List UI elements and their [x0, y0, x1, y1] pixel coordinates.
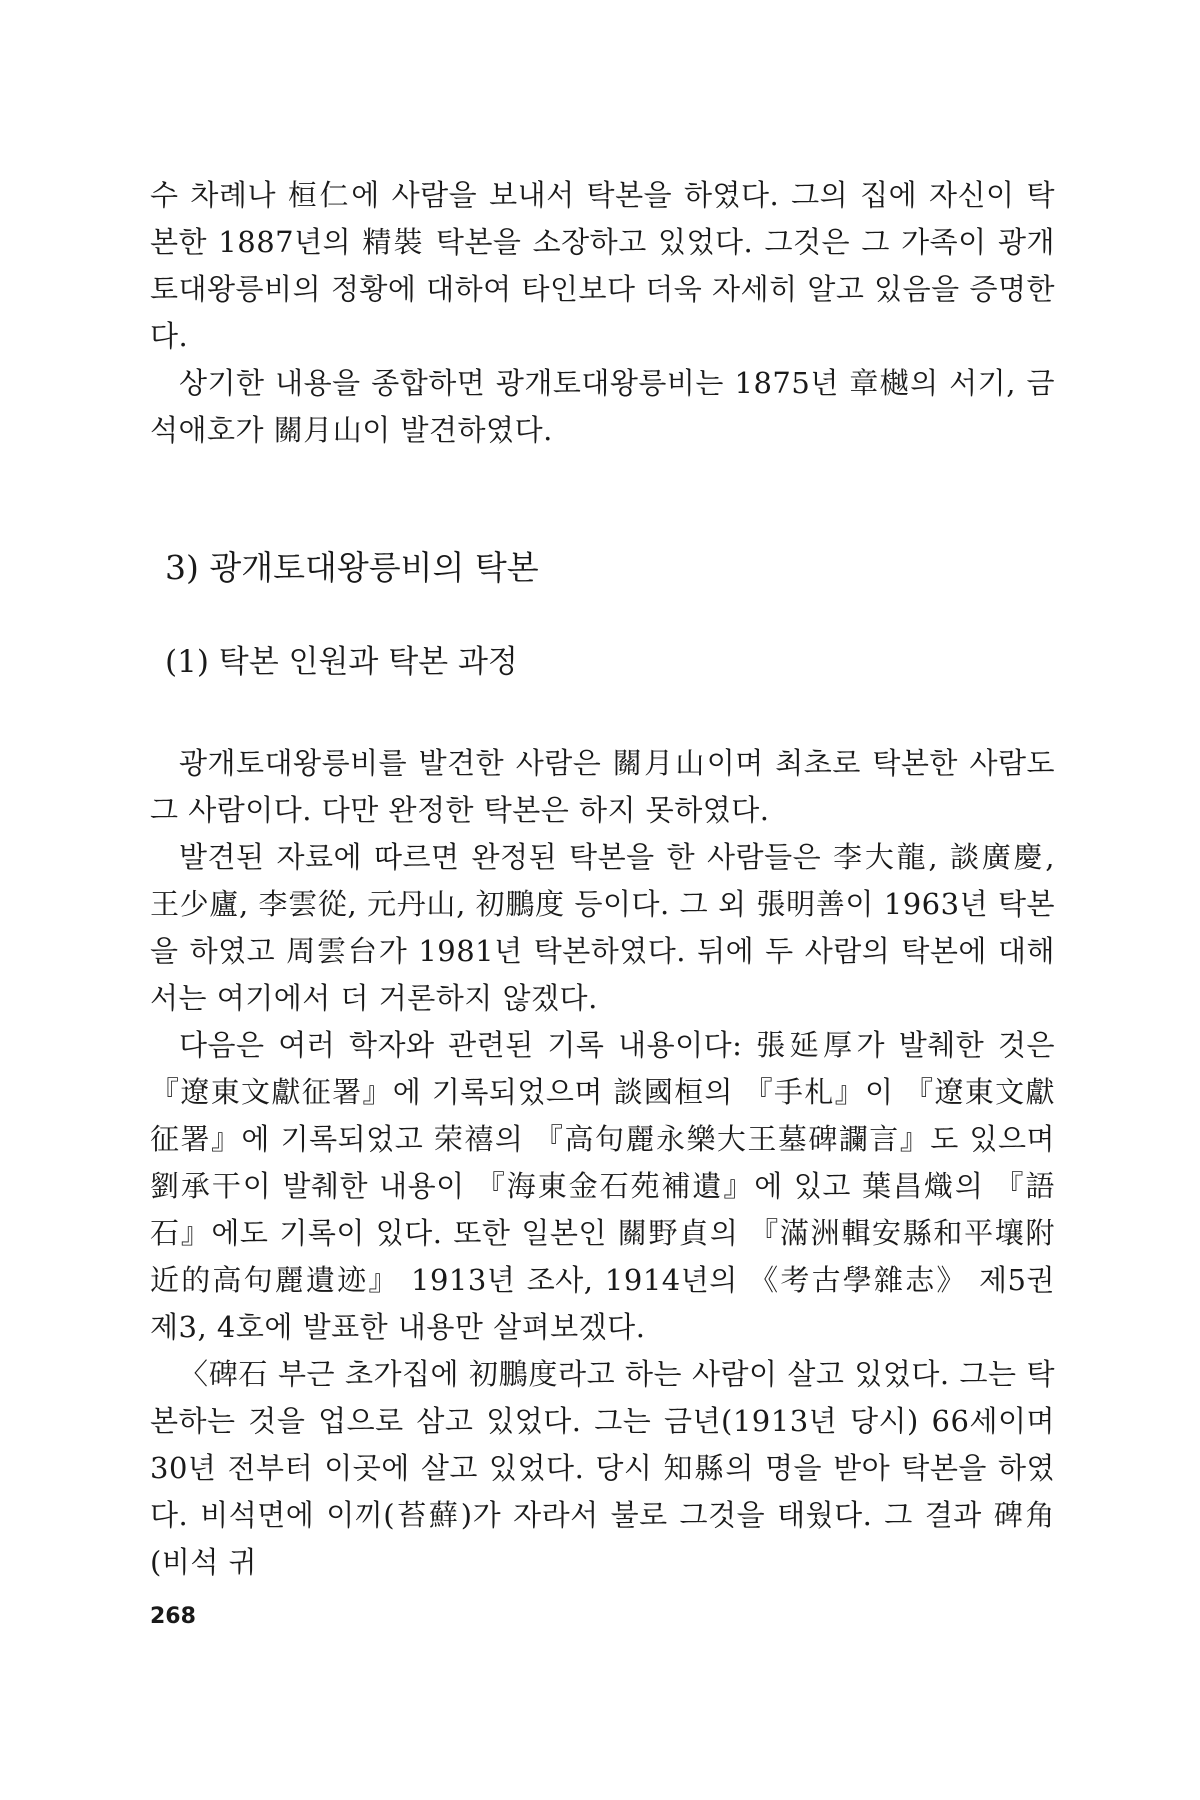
body-paragraph-1: 광개토대왕릉비를 발견한 사람은 關月山이며 최초로 탁본한 사람도 그 사람이다. 다만 완정한 탁본은 하지 못하였다. — [150, 746, 1055, 827]
intro-paragraph-1: 수 차례나 桓仁에 사람을 보내서 탁본을 하였다. 그의 집에 자신이 탁본한 1887년의 精裝 탁본을 소장하고 있었다. 그것은 그 가족이 광개토대왕릉비의 정황에 대하여 타인보다 더욱 자세히 알고 있음을 증명한다. — [150, 178, 1055, 353]
subsection-heading: (1) 탁본 인원과 탁본 과정 — [165, 644, 518, 680]
page-number: 268 — [150, 1604, 196, 1629]
body-text — [150, 740, 1055, 1586]
body-paragraph-3: 다음은 여러 학자와 관련된 기록 내용이다: 張延厚가 발췌한 것은 『遼東文獻征署』에 기록되었으며 談國桓의 『手札』이 『遼東文獻征署』에 기록되었고 荣禧의 『高句麗永樂大王墓碑讕言』도 있으며 劉承干이 발췌한 내용이 『海東金石苑補遺』에 있고 葉昌熾의 『語石』에도 기록이 있다. 또한 일본인 關野貞의 『滿洲輯安縣和平壤附近的高句麗遺迹』 1913년 조사, 1914년의 《考古學雜志》 제5권 제3, 4호에 발표한 내용만 살펴보겠다. — [150, 1028, 1055, 1344]
body-paragraph-2: 발견된 자료에 따르면 완정된 탁본을 한 사람들은 李大龍, 談廣慶, 王少廬, 李雲從, 元丹山, 初鵬度 등이다. 그 외 張明善이 1963년 탁본을 하였고 周雲台가 1981년 탁본하였다. 뒤에 두 사람의 탁본에 대해서는 여기에서 더 거론하지 않겠다. — [150, 840, 1055, 1015]
section-heading: 3) 광개토대왕릉비의 탁본 — [165, 548, 539, 587]
intro-paragraph-2: 상기한 내용을 종합하면 광개토대왕릉비는 1875년 章樾의 서기, 금석애호가 關月山이 발견하였다. — [150, 366, 1055, 447]
intro-text — [150, 172, 1055, 454]
body-paragraph-4: 〈碑石 부근 초가집에 初鵬度라고 하는 사람이 살고 있었다. 그는 탁본하는 것을 업으로 삼고 있었다. 그는 금년(1913년 당시) 66세이며 30년 전부터 이곳에 살고 있었다. 당시 知縣의 명을 받아 탁본을 하였다. 비석면에 이끼(苔蘚)가 자라서 불로 그것을 태웠다. 그 결과 碑角(비석 귀 — [150, 1357, 1055, 1579]
